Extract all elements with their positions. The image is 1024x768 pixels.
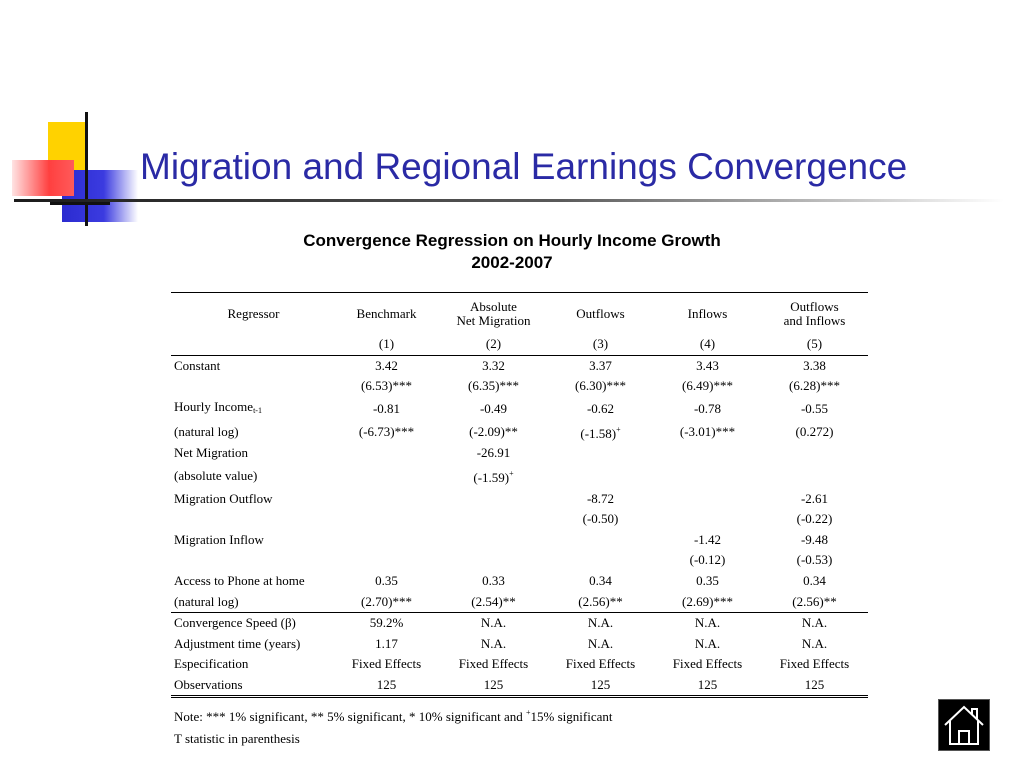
outflow-label: Migration Outflow bbox=[174, 490, 273, 506]
note-significance-text-a: Note: *** 1% significant, ** 5% significant, * 10% significant and bbox=[174, 709, 527, 724]
empty-cell bbox=[171, 550, 333, 571]
hourly-income-tstat-row bbox=[171, 421, 868, 443]
table-cell: (6.35)*** bbox=[468, 378, 519, 394]
adjustment-time-row bbox=[171, 634, 868, 655]
column-number-3: (3) bbox=[547, 334, 654, 355]
table-cell: (-6.73)*** bbox=[358, 423, 415, 439]
table-caption-line-2: 2002-2007 bbox=[471, 253, 553, 272]
column-number-1: (1) bbox=[333, 334, 440, 355]
table-cell: 125 bbox=[654, 675, 761, 697]
empty-cell bbox=[440, 488, 547, 509]
header-col-5 bbox=[761, 293, 868, 335]
phone-coef-row bbox=[171, 571, 868, 592]
table-cell: 0.35 bbox=[696, 573, 719, 589]
table-cell: N.A. bbox=[801, 615, 828, 631]
constant-tstat-row bbox=[171, 376, 868, 397]
table-cell: 125 bbox=[440, 675, 547, 697]
table-cell: (2.54)** bbox=[440, 591, 547, 612]
empty-cell bbox=[547, 443, 654, 464]
table-cell: Fixed Effects bbox=[458, 656, 529, 672]
empty-cell bbox=[654, 443, 761, 464]
outflow-coef-row bbox=[171, 488, 868, 509]
table-cell: -1.42 bbox=[693, 531, 722, 547]
hourly-income-label-subscript: t-1 bbox=[253, 405, 262, 415]
empty-cell bbox=[171, 376, 333, 397]
slide-logo bbox=[0, 0, 140, 240]
table-cell: (2.70)*** bbox=[333, 591, 440, 612]
table-cell: N.A. bbox=[480, 615, 507, 631]
net-migration-label: Net Migration bbox=[174, 445, 249, 461]
header-col-5-line-1: Outflows bbox=[790, 298, 839, 314]
title-underline bbox=[14, 199, 1004, 202]
observations-label: Observations bbox=[171, 675, 333, 697]
phone-label: Access to Phone at home bbox=[174, 573, 305, 589]
empty-cell bbox=[333, 530, 440, 551]
column-number-5: (5) bbox=[761, 334, 868, 355]
table-cell: 0.34 bbox=[803, 573, 826, 589]
table-cell: Fixed Effects bbox=[779, 656, 850, 672]
header-col-3: Outflows bbox=[547, 293, 654, 335]
column-number-blank bbox=[171, 334, 333, 355]
table-cell: Fixed Effects bbox=[565, 656, 636, 672]
table-cell: (-2.09)** bbox=[469, 423, 518, 439]
table-caption-line-1: Convergence Regression on Hourly Income Growth bbox=[303, 231, 721, 250]
table-cell: 125 bbox=[333, 675, 440, 697]
empty-cell bbox=[440, 550, 547, 571]
empty-cell bbox=[547, 550, 654, 571]
inflow-tstat-row bbox=[171, 550, 868, 571]
significance-plus: + bbox=[509, 468, 514, 478]
empty-cell bbox=[333, 488, 440, 509]
significance-plus: + bbox=[616, 424, 621, 434]
convergence-speed-row bbox=[171, 612, 868, 633]
empty-cell bbox=[333, 550, 440, 571]
table-cell: (6.28)*** bbox=[789, 378, 840, 394]
table-cell: (-0.53) bbox=[796, 552, 833, 568]
table-cell: -0.78 bbox=[693, 400, 722, 416]
note-tstat: T statistic in parenthesis bbox=[174, 731, 300, 746]
phone-label-2: (natural log) bbox=[171, 591, 333, 612]
header-col-1: Benchmark bbox=[333, 293, 440, 335]
table-caption bbox=[172, 230, 852, 274]
table-cell: 1.17 bbox=[375, 635, 398, 651]
table-cell: N.A. bbox=[587, 635, 614, 651]
table-cell: 59.2% bbox=[369, 615, 404, 631]
table-cell: (-0.22) bbox=[796, 511, 833, 527]
table-cell: (2.69)*** bbox=[654, 591, 761, 612]
header-col-2-line-2: Net Migration bbox=[456, 312, 531, 328]
note-significance bbox=[174, 702, 613, 728]
empty-cell bbox=[654, 488, 761, 509]
convergence-speed-label: Convergence Speed (β) bbox=[174, 615, 296, 631]
regression-table bbox=[171, 292, 868, 698]
empty-cell bbox=[171, 509, 333, 530]
logo-vertical-line bbox=[85, 112, 88, 226]
table-cell: (2.56)** bbox=[547, 591, 654, 612]
table-cell bbox=[547, 421, 654, 443]
table-cell: 0.35 bbox=[375, 573, 398, 589]
table-cell: -0.49 bbox=[479, 400, 508, 416]
table-cell: 0.33 bbox=[482, 573, 505, 589]
table-cell: (6.49)*** bbox=[682, 378, 733, 394]
table-cell-text: (-1.58) bbox=[580, 425, 617, 441]
table-cell: (-3.01)*** bbox=[679, 423, 736, 439]
outflow-tstat-row bbox=[171, 509, 868, 530]
table-cell: N.A. bbox=[587, 615, 614, 631]
table-cell: -9.48 bbox=[800, 531, 829, 547]
empty-cell bbox=[440, 509, 547, 530]
header-col-4: Inflows bbox=[654, 293, 761, 335]
table-cell: -0.55 bbox=[800, 400, 829, 416]
table-cell: -0.81 bbox=[372, 400, 401, 416]
net-migration-label-2: (absolute value) bbox=[174, 467, 258, 483]
table-cell: (2.56)** bbox=[761, 591, 868, 612]
table-cell: Fixed Effects bbox=[672, 656, 743, 672]
table-cell: 3.38 bbox=[803, 357, 826, 373]
adjustment-time-label: Adjustment time (years) bbox=[174, 635, 301, 651]
empty-cell bbox=[333, 443, 440, 464]
empty-cell bbox=[333, 463, 440, 488]
especification-row bbox=[171, 654, 868, 675]
table-cell: Fixed Effects bbox=[351, 656, 422, 672]
constant-label: Constant bbox=[174, 357, 221, 373]
empty-cell bbox=[547, 463, 654, 488]
table-header-row bbox=[171, 293, 868, 335]
table-cell: -2.61 bbox=[800, 490, 829, 506]
table-cell: -8.72 bbox=[586, 490, 615, 506]
constant-coef-row bbox=[171, 355, 868, 376]
table-cell: (-0.12) bbox=[689, 552, 726, 568]
table-cell: -0.62 bbox=[586, 400, 615, 416]
table-cell: 3.43 bbox=[696, 357, 719, 373]
table-cell: 3.42 bbox=[375, 357, 398, 373]
net-migration-coef-row bbox=[171, 443, 868, 464]
especification-label: Especification bbox=[174, 656, 249, 672]
table-cell: N.A. bbox=[694, 615, 721, 631]
slide-title: Migration and Regional Earnings Convergence bbox=[140, 146, 908, 187]
table-cell bbox=[440, 463, 547, 488]
hourly-income-coef-row bbox=[171, 397, 868, 421]
empty-cell bbox=[761, 463, 868, 488]
home-button[interactable] bbox=[938, 699, 990, 751]
table-cell: 0.34 bbox=[589, 573, 612, 589]
table-cell: (0.272) bbox=[795, 423, 834, 439]
hourly-income-label-text: Hourly Income bbox=[174, 398, 254, 414]
net-migration-tstat-row bbox=[171, 463, 868, 488]
note-significance-plus: + bbox=[526, 708, 531, 717]
observations-row bbox=[171, 675, 868, 697]
table-cell-text: (-1.59) bbox=[473, 469, 510, 485]
header-regressor: Regressor bbox=[171, 293, 333, 335]
header-col-2 bbox=[440, 293, 547, 335]
table-cell: 125 bbox=[547, 675, 654, 697]
home-icon bbox=[939, 700, 989, 750]
header-col-2-line-1: Absolute bbox=[470, 298, 517, 314]
table-cell: N.A. bbox=[480, 635, 507, 651]
phone-tstat-row bbox=[171, 591, 868, 612]
table-cell: 125 bbox=[761, 675, 868, 697]
hourly-income-label-2: (natural log) bbox=[174, 423, 239, 439]
table-cell: (6.30)*** bbox=[575, 378, 626, 394]
note-significance-text-b: 15% significant bbox=[530, 709, 613, 724]
hourly-income-label bbox=[171, 397, 333, 421]
inflow-coef-row bbox=[171, 530, 868, 551]
inflow-label: Migration Inflow bbox=[174, 531, 264, 547]
table-cell: -26.91 bbox=[476, 445, 511, 461]
column-number-4: (4) bbox=[654, 334, 761, 355]
empty-cell bbox=[654, 509, 761, 530]
table-cell: 3.37 bbox=[589, 357, 612, 373]
column-numbers-row bbox=[171, 334, 868, 355]
table-cell: 3.32 bbox=[482, 357, 505, 373]
empty-cell bbox=[333, 509, 440, 530]
table-notes bbox=[174, 702, 613, 750]
table-cell: (-0.50) bbox=[582, 511, 619, 527]
logo-horizontal-line bbox=[50, 202, 110, 205]
table-cell: N.A. bbox=[694, 635, 721, 651]
empty-cell bbox=[440, 530, 547, 551]
empty-cell bbox=[761, 443, 868, 464]
table-cell: (6.53)*** bbox=[361, 378, 412, 394]
logo-red-square bbox=[12, 160, 74, 196]
header-col-5-line-2: and Inflows bbox=[783, 312, 846, 328]
empty-cell bbox=[547, 530, 654, 551]
table-cell: N.A. bbox=[801, 635, 828, 651]
column-number-2: (2) bbox=[440, 334, 547, 355]
empty-cell bbox=[654, 463, 761, 488]
